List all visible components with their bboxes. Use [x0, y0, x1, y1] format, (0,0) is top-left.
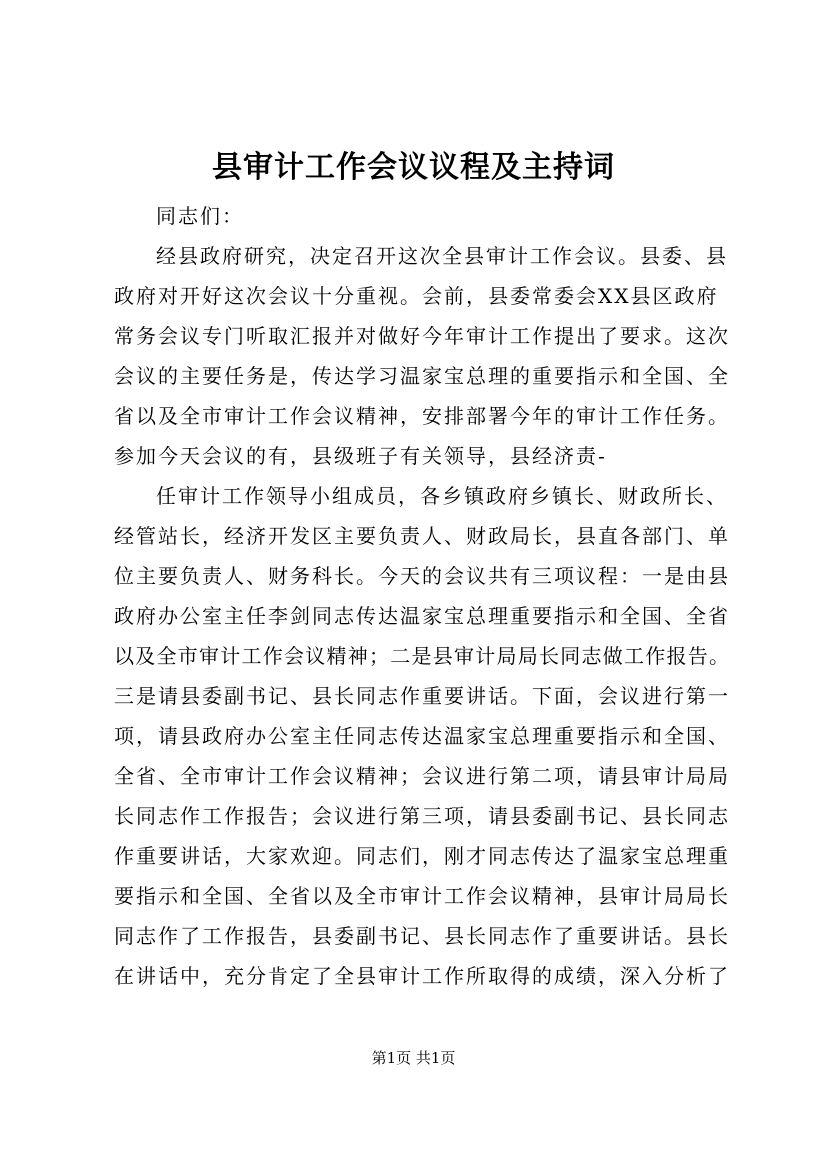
paragraph-line: 同志作了工作报告，县委副书记、县长同志作了重要讲话。县长	[114, 924, 730, 948]
paragraph-line: 经县政府研究，决定召开这次全县审计工作会议。县委、县	[156, 244, 728, 268]
paragraph-line: 以及全市审计工作会议精神；二是县审计局局长同志做工作报告。	[114, 644, 731, 668]
paragraph-line: 在讲话中，充分肯定了全县审计工作所取得的成绩，深入分析了	[114, 964, 730, 988]
paragraph-line: 项，请县政府办公室主任同志传达温家宝总理重要指示和全国、	[114, 724, 730, 748]
paragraph-line: 三是请县委副书记、县长同志作重要讲话。下面，会议进行第一	[114, 684, 730, 708]
paragraph-line: 省以及全市审计工作会议精神，安排部署今年的审计工作任务。	[114, 404, 730, 428]
paragraph-line: 常务会议专门听取汇报并对做好今年审计工作提出了要求。这次	[114, 324, 730, 348]
paragraph-line: 全省、全市审计工作会议精神；会议进行第二项，请县审计局局	[114, 764, 730, 788]
paragraph-line: 要指示和全国、全省以及全市审计工作会议精神，县审计局局长	[114, 884, 730, 908]
paragraph-line: 参加今天会议的有，县级班子有关领导，县经济责-	[114, 444, 607, 468]
paragraph-line: 政府办公室主任李剑同志传达温家宝总理重要指示和全国、全省	[114, 604, 730, 628]
paragraph-line: 作重要讲话，大家欢迎。同志们，刚才同志传达了温家宝总理重	[114, 844, 730, 868]
paragraph-line: 同志们：	[156, 204, 244, 228]
paragraph-line: 任审计工作领导小组成员，各乡镇政府乡镇长、财政所长、	[156, 484, 728, 508]
paragraph-line: 经管站长，经济开发区主要负责人、财政局长，县直各部门、单	[114, 524, 730, 548]
paragraph-line: 会议的主要任务是，传达学习温家宝总理的重要指示和全国、全	[114, 364, 730, 388]
document-title: 县审计工作会议议程及主持词	[212, 150, 615, 185]
page-footer: 第1页 共1页	[371, 1049, 456, 1067]
document-body	[114, 196, 734, 996]
paragraph-line: 长同志作工作报告；会议进行第三项，请县委副书记、县长同志	[114, 804, 730, 828]
paragraph-line: 政府对开好这次会议十分重视。会前，县委常委会XX县区政府	[114, 284, 719, 308]
paragraph-line: 位主要负责人、财务科长。今天的会议共有三项议程：一是由县	[114, 564, 730, 588]
